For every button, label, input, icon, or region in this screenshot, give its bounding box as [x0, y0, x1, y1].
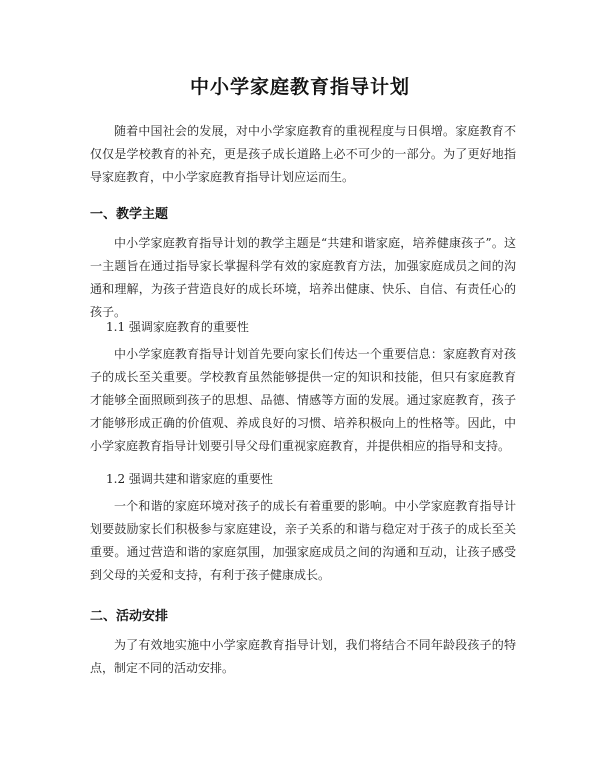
- section-2-heading: 二、活动安排: [90, 609, 169, 624]
- section-1-heading: 一、教学主题: [90, 207, 169, 222]
- subsection-1-2-heading: 1.2 强调共建和谐家庭的重要性: [106, 472, 273, 486]
- subsection-1-1-heading: 1.1 强调家庭教育的重要性: [106, 320, 249, 334]
- intro-paragraph: 随着中国社会的发展，对中小学家庭教育的重视程度与日俱增。家庭教育不仅仅是学校教育的补充，更是孩子成长道路上必不可少的一部分。为了更好地指导家庭教育，中小学家庭教育指导计划应运而生。: [90, 124, 516, 184]
- subsection-1-2-paragraph: 一个和谐的家庭环境对孩子的成长有着重要的影响。中小学家庭教育指导计划要鼓励家长们积极参与家庭建设，亲子关系的和谐与稳定对于孩子的成长至关重要。通过营造和谐的家庭氛围，加强家庭成员之间的沟通和互动，让孩子感受到父母的关爱和支持，有利于孩子健康成长。: [90, 499, 516, 582]
- section-1-paragraph: 中小学家庭教育指导计划的教学主题是“共建和谐家庭，培养健康孩子”。这一主题旨在通过指导家长掌握科学有效的家庭教育方法，加强家庭成员之间的沟通和理解，为孩子营造良好的成长环境，培养出健康、快乐、自信、有责任心的孩子。: [90, 236, 516, 319]
- section-2-paragraph: 为了有效地实施中小学家庭教育指导计划，我们将结合不同年龄段孩子的特点，制定不同的活动安排。: [90, 638, 516, 675]
- subsection-1-1-paragraph: 中小学家庭教育指导计划首先要向家长们传达一个重要信息：家庭教育对孩子的成长至关重要。学校教育虽然能够提供一定的知识和技能，但只有家庭教育才能够全面照顾到孩子的思想、品德、情感等方面的发展。通过家庭教育，孩子才能够形成正确的价值观、养成良好的习惯、培养积极向上的性格等。因此，中小学家庭教育指导计划要引导父母们重视家庭教育，并提供相应的指导和支持。: [90, 347, 516, 453]
- document-title: 中小学家庭教育指导计划: [189, 76, 410, 98]
